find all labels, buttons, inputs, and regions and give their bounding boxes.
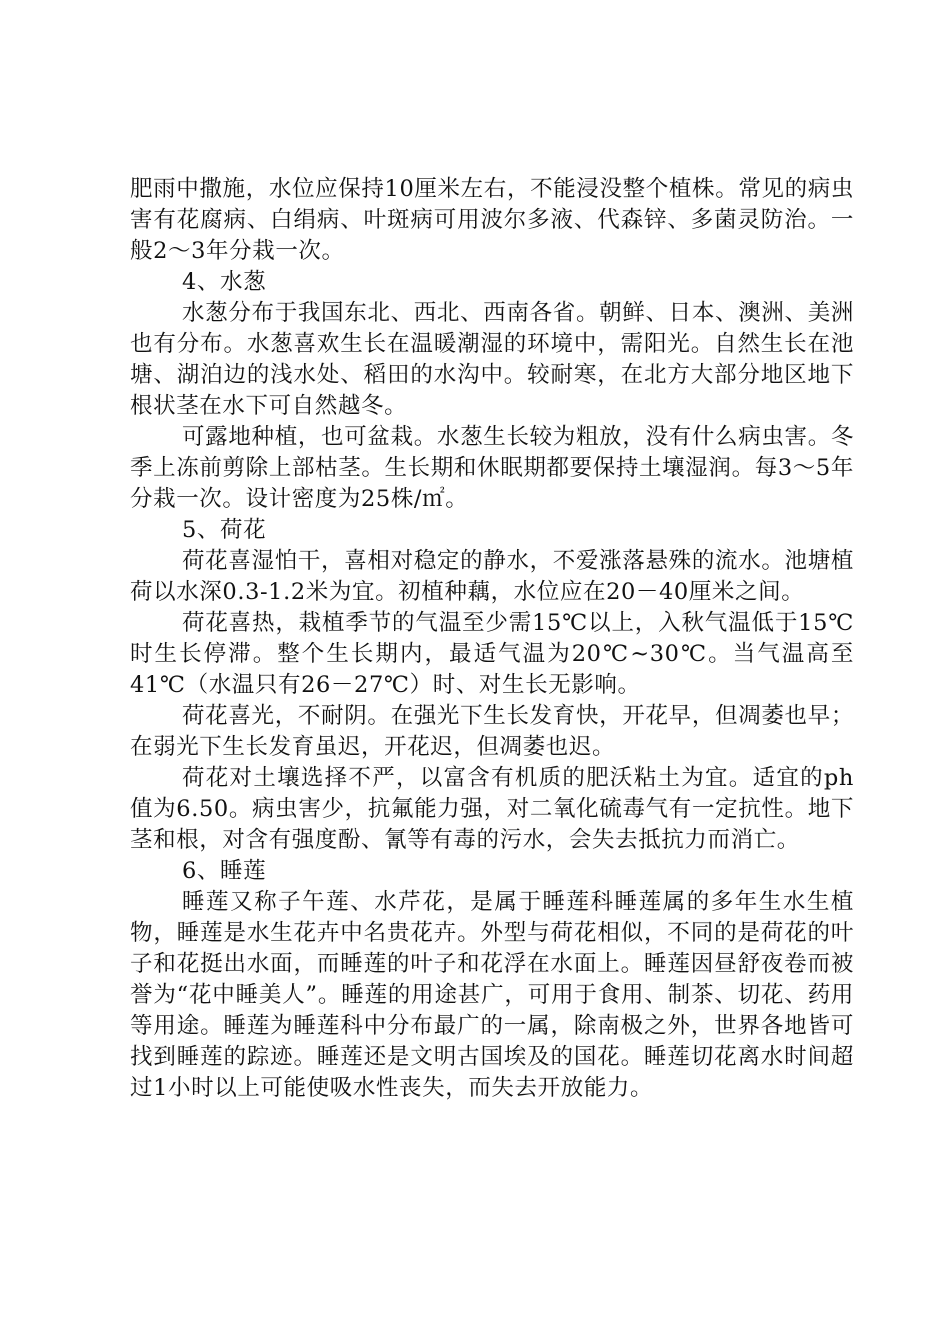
paragraph-shuicong-planting: 可露地种植，也可盆栽。水葱生长较为粗放，没有什么病虫害。冬季上冻前剪除上部枯茎。生长期和休眠期都要保持土壤湿润。每3～5年分栽一次。设计密度为25株/㎡。: [130, 424, 854, 512]
paragraph-hehua-temperature: 荷花喜热，栽植季节的气温至少需15℃以上，入秋气温低于15℃时生长停滞。整个生长期内，最适气温为20℃~30℃。当气温高至41℃（水温只有26－27℃）时、对生长无影响。: [130, 610, 854, 698]
section-heading-shuicong: 4、水葱: [182, 269, 267, 295]
paragraph-shuilian-description: 睡莲又称子午莲、水芹花，是属于睡莲科睡莲属的多年生水生植物，睡莲是水生花卉中名贵花卉。外型与荷花相似，不同的是荷花的叶子和花挺出水面，而睡莲的叶子和花浮在水面上。睡莲因昼舒夜卷而被誉为“花中睡美人”。睡莲的用途甚广，可用于食用、制茶、切花、药用等用途。睡莲为睡莲科中分布最广的一属，除南极之外，世界各地皆可找到睡莲的踪迹。睡莲还是文明古国埃及的国花。睡莲切花离水时间超过1小时以上可能使吸水性丧失，而失去开放能力。: [130, 889, 854, 1101]
document-body: [130, 174, 854, 1104]
paragraph-continued-intro: 肥雨中撒施，水位应保持10厘米左右，不能浸没整个植株。常见的病虫害有花腐病、白绢病、叶斑病可用波尔多液、代森锌、多菌灵防治。一般2～3年分栽一次。: [130, 176, 854, 264]
section-heading-shuilian: 6、睡莲: [182, 858, 267, 884]
paragraph-hehua-water: 荷花喜湿怕干，喜相对稳定的静水，不爱涨落悬殊的流水。池塘植荷以水深0.3-1.2米为宜。初植种藕，水位应在20－40厘米之间。: [130, 548, 854, 605]
paragraph-hehua-light: 荷花喜光，不耐阴。在强光下生长发育快，开花早，但凋萎也早；在弱光下生长发育虽迟，开花迟，但凋萎也迟。: [130, 703, 854, 760]
paragraph-shuicong-distribution: 水葱分布于我国东北、西北、西南各省。朝鲜、日本、澳洲、美洲也有分布。水葱喜欢生长在温暖潮湿的环境中，需阳光。自然生长在池塘、湖泊边的浅水处、稻田的水沟中。较耐寒，在北方大部分地区地下根状茎在水下可自然越冬。: [130, 300, 854, 419]
section-heading-hehua: 5、荷花: [182, 517, 267, 543]
paragraph-hehua-soil: 荷花对土壤选择不严，以富含有机质的肥沃粘土为宜。适宜的ph值为6.50。病虫害少，抗氟能力强，对二氧化硫毒气有一定抗性。地下茎和根，对含有强度酚、氰等有毒的污水，会失去抵抗力而消亡。: [130, 765, 854, 853]
